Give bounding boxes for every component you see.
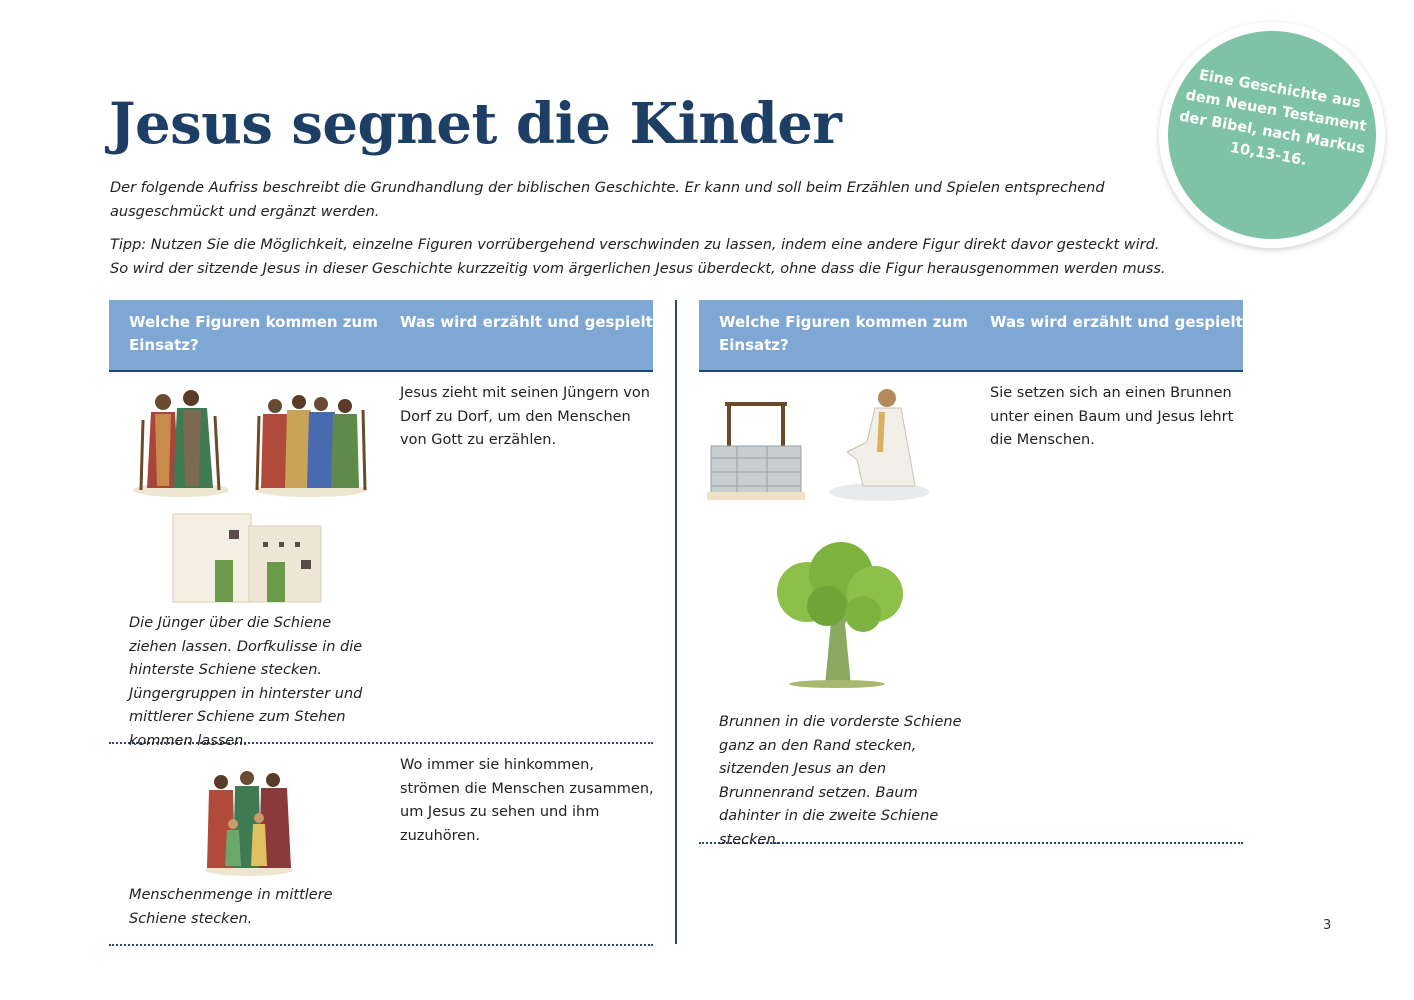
staging-note: Brunnen in die vorderste Schiene ganz an den Rand stecken, sitzenden Jesus an den Brunnenrand setzen. Baum dahinter in die zweite Schiene stecken. <box>719 714 962 848</box>
header-story: Was wird erzählt und gespielt? <box>400 313 662 331</box>
table-header <box>699 300 1252 372</box>
story-table-right <box>699 300 1252 848</box>
table-header <box>109 300 662 372</box>
disciples-group-figure <box>253 386 369 498</box>
badge-text: Eine Geschichte aus dem Neuen Testament der Bibel, nach Markus 10,13-16. <box>1178 67 1368 170</box>
header-figures: Welche Figuren kommen zum Einsatz? <box>719 313 968 354</box>
table-row <box>109 372 653 749</box>
staging-note: Die Jünger über die Schiene ziehen lassen. Dorfkulisse in die hinterste Schiene stecken. Jüngergruppen in hinterster und mittlerer Schiene zum Stehen kommen lassen. <box>129 615 363 749</box>
intro-paragraph: Der folgende Aufriss beschreibt die Grundhandlung der biblischen Geschichte. Er kann und soll beim Erzählen und Spielen entsprechend ausgeschmückt und ergänzt werden. <box>110 180 1105 220</box>
page-title: Jesus segnet die Kinder <box>109 91 842 157</box>
village-backdrop-figure <box>171 512 323 604</box>
story-text: Jesus zieht mit seinen Jüngern von Dorf zu Dorf, um den Menschen von Gott zu erzählen. <box>400 385 650 448</box>
well-figure <box>707 396 805 500</box>
tip-paragraph: Tipp: Nutzen Sie die Möglichkeit, einzelne Figuren vorrübergehend verschwinden zu lassen, indem eine andere Figur direkt davor gesteckt wird. So wird der sitzende Jesus in dieser Geschichte kurzzeitig vom ärgerlichen Jesus überdeckt, ohne dass die Figur herausgenommen werden muss. <box>110 237 1166 277</box>
story-table-left <box>109 300 662 946</box>
tree-figure <box>767 542 907 688</box>
table-row <box>109 744 653 946</box>
source-badge <box>1159 22 1385 248</box>
disciples-pair-figure <box>131 386 231 498</box>
table-row <box>699 372 1243 848</box>
staging-note: Menschenmenge in mittlere Schiene stecken. <box>129 887 333 927</box>
page-number: 3 <box>1323 918 1332 933</box>
header-figures: Welche Figuren kommen zum Einsatz? <box>129 313 378 354</box>
sitting-jesus-figure <box>827 382 929 502</box>
story-text: Sie setzen sich an einen Brunnen unter einen Baum und Jesus lehrt die Menschen. <box>990 385 1234 448</box>
story-text: Wo immer sie hinkommen, strömen die Menschen zusammen, um Jesus zu sehen und ihm zuzuhören. <box>400 757 654 844</box>
column-divider <box>675 300 677 944</box>
header-story: Was wird erzählt und gespielt? <box>990 313 1252 331</box>
crowd-figure <box>203 766 295 876</box>
